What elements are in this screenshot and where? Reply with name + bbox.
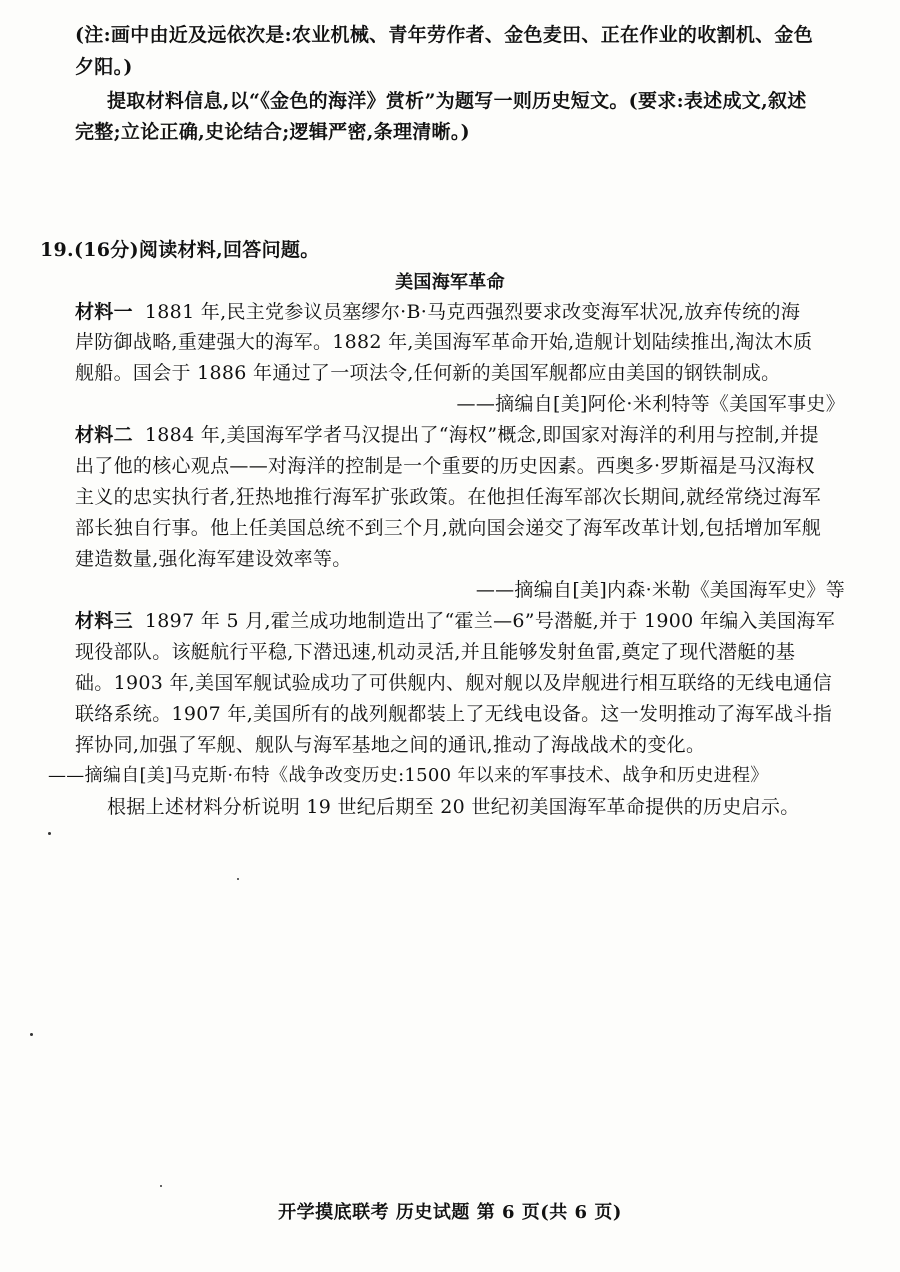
scan-speck	[30, 1033, 33, 1036]
scan-speck	[48, 832, 51, 835]
scan-speck	[160, 1185, 162, 1187]
material-2-line-4: 部长独自行事。他上任美国总统不到三个月,就向国会递交了海军改革计划,包括增加军舰	[75, 517, 822, 539]
material-1-label: 材料一	[75, 301, 133, 323]
material-1-line-3: 舰船。国会于 1886 年通过了一项法令,任何新的美国军舰都应由美国的钢铁制成。	[75, 362, 781, 384]
material-3-line-4: 联络系统。1907 年,美国所有的战列舰都装上了无线电设备。这一发明推动了海军战斗指	[75, 703, 833, 725]
material-1-source: ——摘编自[美]阿伦·米利特等《美国军事史》	[456, 393, 845, 415]
task-line-2: 完整;立论正确,史论结合;逻辑严密,条理清晰。)	[75, 121, 470, 143]
note-line-1: (注:画中由近及远依次是:农业机械、青年劳作者、金色麦田、正在作业的收割机、金色	[75, 24, 814, 46]
question-number: 19.	[40, 239, 74, 261]
material-2-source: ——摘编自[美]内森·米勒《美国海军史》等	[475, 579, 845, 601]
material-3-line-3: 础。1903 年,美国军舰试验成功了可供舰内、舰对舰以及岸舰进行相互联络的无线电通信	[75, 672, 833, 694]
material-title: 美国海军革命	[395, 272, 505, 293]
task-line-1: 提取材料信息,以“《金色的海洋》赏析”为题写一则历史短文。(要求:表述成文,叙述	[107, 90, 807, 112]
question-19-header	[40, 235, 800, 265]
note-line-2: 夕阳。)	[75, 56, 133, 78]
question-prompt: 根据上述材料分析说明 19 世纪后期至 20 世纪初美国海军革命提供的历史启示。	[107, 796, 800, 818]
material-3-line-5: 挥协同,加强了军舰、舰队与海军基地之间的通讯,推动了海战战术的变化。	[75, 734, 706, 756]
page-footer: 开学摸底联考 历史试题 第 6 页(共 6 页)	[278, 1202, 622, 1223]
material-2-line-1: 材料二 1884 年,美国海军学者马汉提出了“海权”概念,即国家对海洋的利用与控制,并提	[75, 424, 819, 446]
material-3-source: ——摘编自[美]马克斯·布特《战争改变历史:1500 年以来的军事技术、战争和历史进程》	[48, 765, 769, 786]
scan-speck	[237, 878, 239, 880]
material-2-line-2: 出了他的核心观点——对海洋的控制是一个重要的历史因素。西奥多·罗斯福是马汉海权	[75, 455, 815, 477]
material-3-line-1: 材料三 1897 年 5 月,霍兰成功地制造出了“霍兰—6”号潜艇,并于 1900 年编入美国海军	[75, 610, 835, 632]
material-2-line-5: 建造数量,强化海军建设效率等。	[75, 548, 352, 570]
material-3-line-2: 现役部队。该艇航行平稳,下潜迅速,机动灵活,并且能够发射鱼雷,奠定了现代潜艇的基	[75, 641, 796, 663]
material-1-line-1: 材料一 1881 年,民主党参议员塞缪尔·B·马克西强烈要求改变海军状况,放弃传统的海	[75, 301, 801, 323]
material-3-label: 材料三	[75, 610, 133, 632]
material-2-line-3: 主义的忠实执行者,狂热地推行海军扩张政策。在他担任海军部次长期间,就经常绕过海军	[75, 486, 822, 508]
question-instruction: (16分)阅读材料,回答问题。	[73, 239, 320, 261]
material-2-label: 材料二	[75, 424, 133, 446]
material-1-line-2: 岸防御战略,重建强大的海军。1882 年,美国海军革命开始,造舰计划陆续推出,淘汰木质	[75, 331, 813, 353]
